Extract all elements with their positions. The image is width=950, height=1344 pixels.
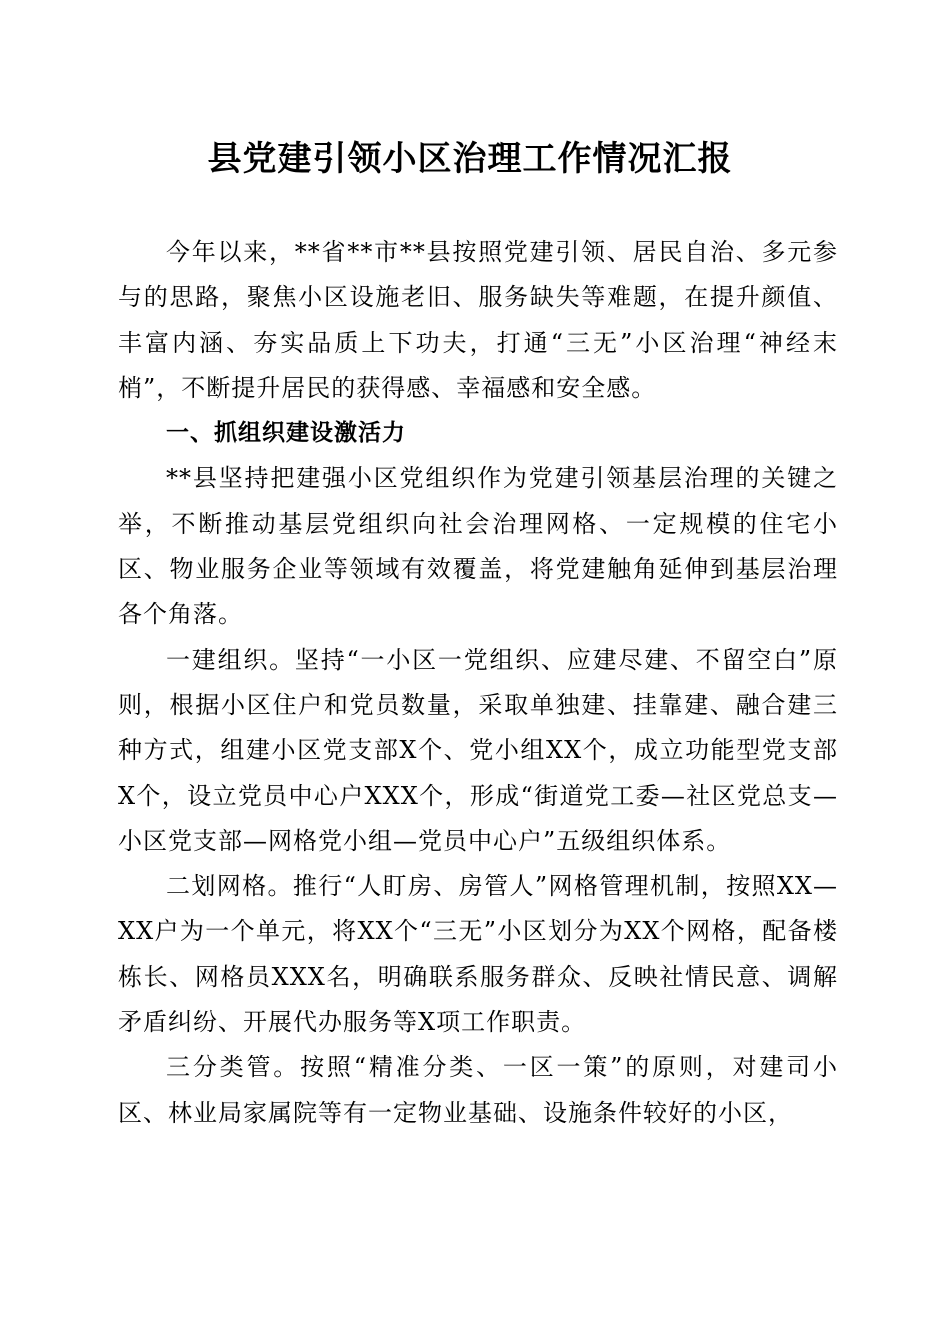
paragraph-build-organization: 一建组织。坚持“一小区一党组织、应建尽建、不留空白”原则，根据小区住户和党员数量，采取单独建、挂靠建、融合建三种方式，组建小区党支部X个、党小组XX个，成立功能型党支部X个，设立党员中心户XXX个，形成“街道党工委—社区党总支—小区党支部—网格党小组—党员中心户”五级组织体系。: [118, 645, 838, 855]
paragraph-intro: 今年以来，**省**市**县按照党建引领、居民自治、多元参与的思路，聚焦小区设施老旧、服务缺失等难题，在提升颜值、丰富内涵、夯实品质上下功夫，打通“三无”小区治理“神经末梢”，不断提升居民的获得感、幸福感和安全感。: [118, 238, 838, 402]
paragraph-section-1: **县坚持把建强小区党组织作为党建引领基层治理的关键之举，不断推动基层党组织向社会治理网格、一定规模的住宅小区、物业服务企业等领域有效覆盖，将党建触角延伸到基层治理各个角落。: [118, 464, 838, 629]
document-title: 县党建引领小区治理工作情况汇报: [207, 139, 733, 179]
document-body: [118, 230, 838, 1136]
section-heading-1: 一、抓组织建设激活力: [166, 420, 406, 447]
paragraph-grid-division: 二划网格。推行“人盯房、房管人”网格管理机制，按照XX—XX户为一个单元，将XX个“三无”小区划分为XX个网格，配备楼栋长、网格员XXX名，明确联系服务群众、反映社情民意、调解矛盾纠纷、开展代办服务等X项工作职责。: [118, 872, 838, 1037]
paragraph-classified-management: 三分类管。按照“精准分类、一区一策”的原则，对建司小区、林业局家属院等有一定物业基础、设施条件较好的小区，: [118, 1053, 838, 1127]
